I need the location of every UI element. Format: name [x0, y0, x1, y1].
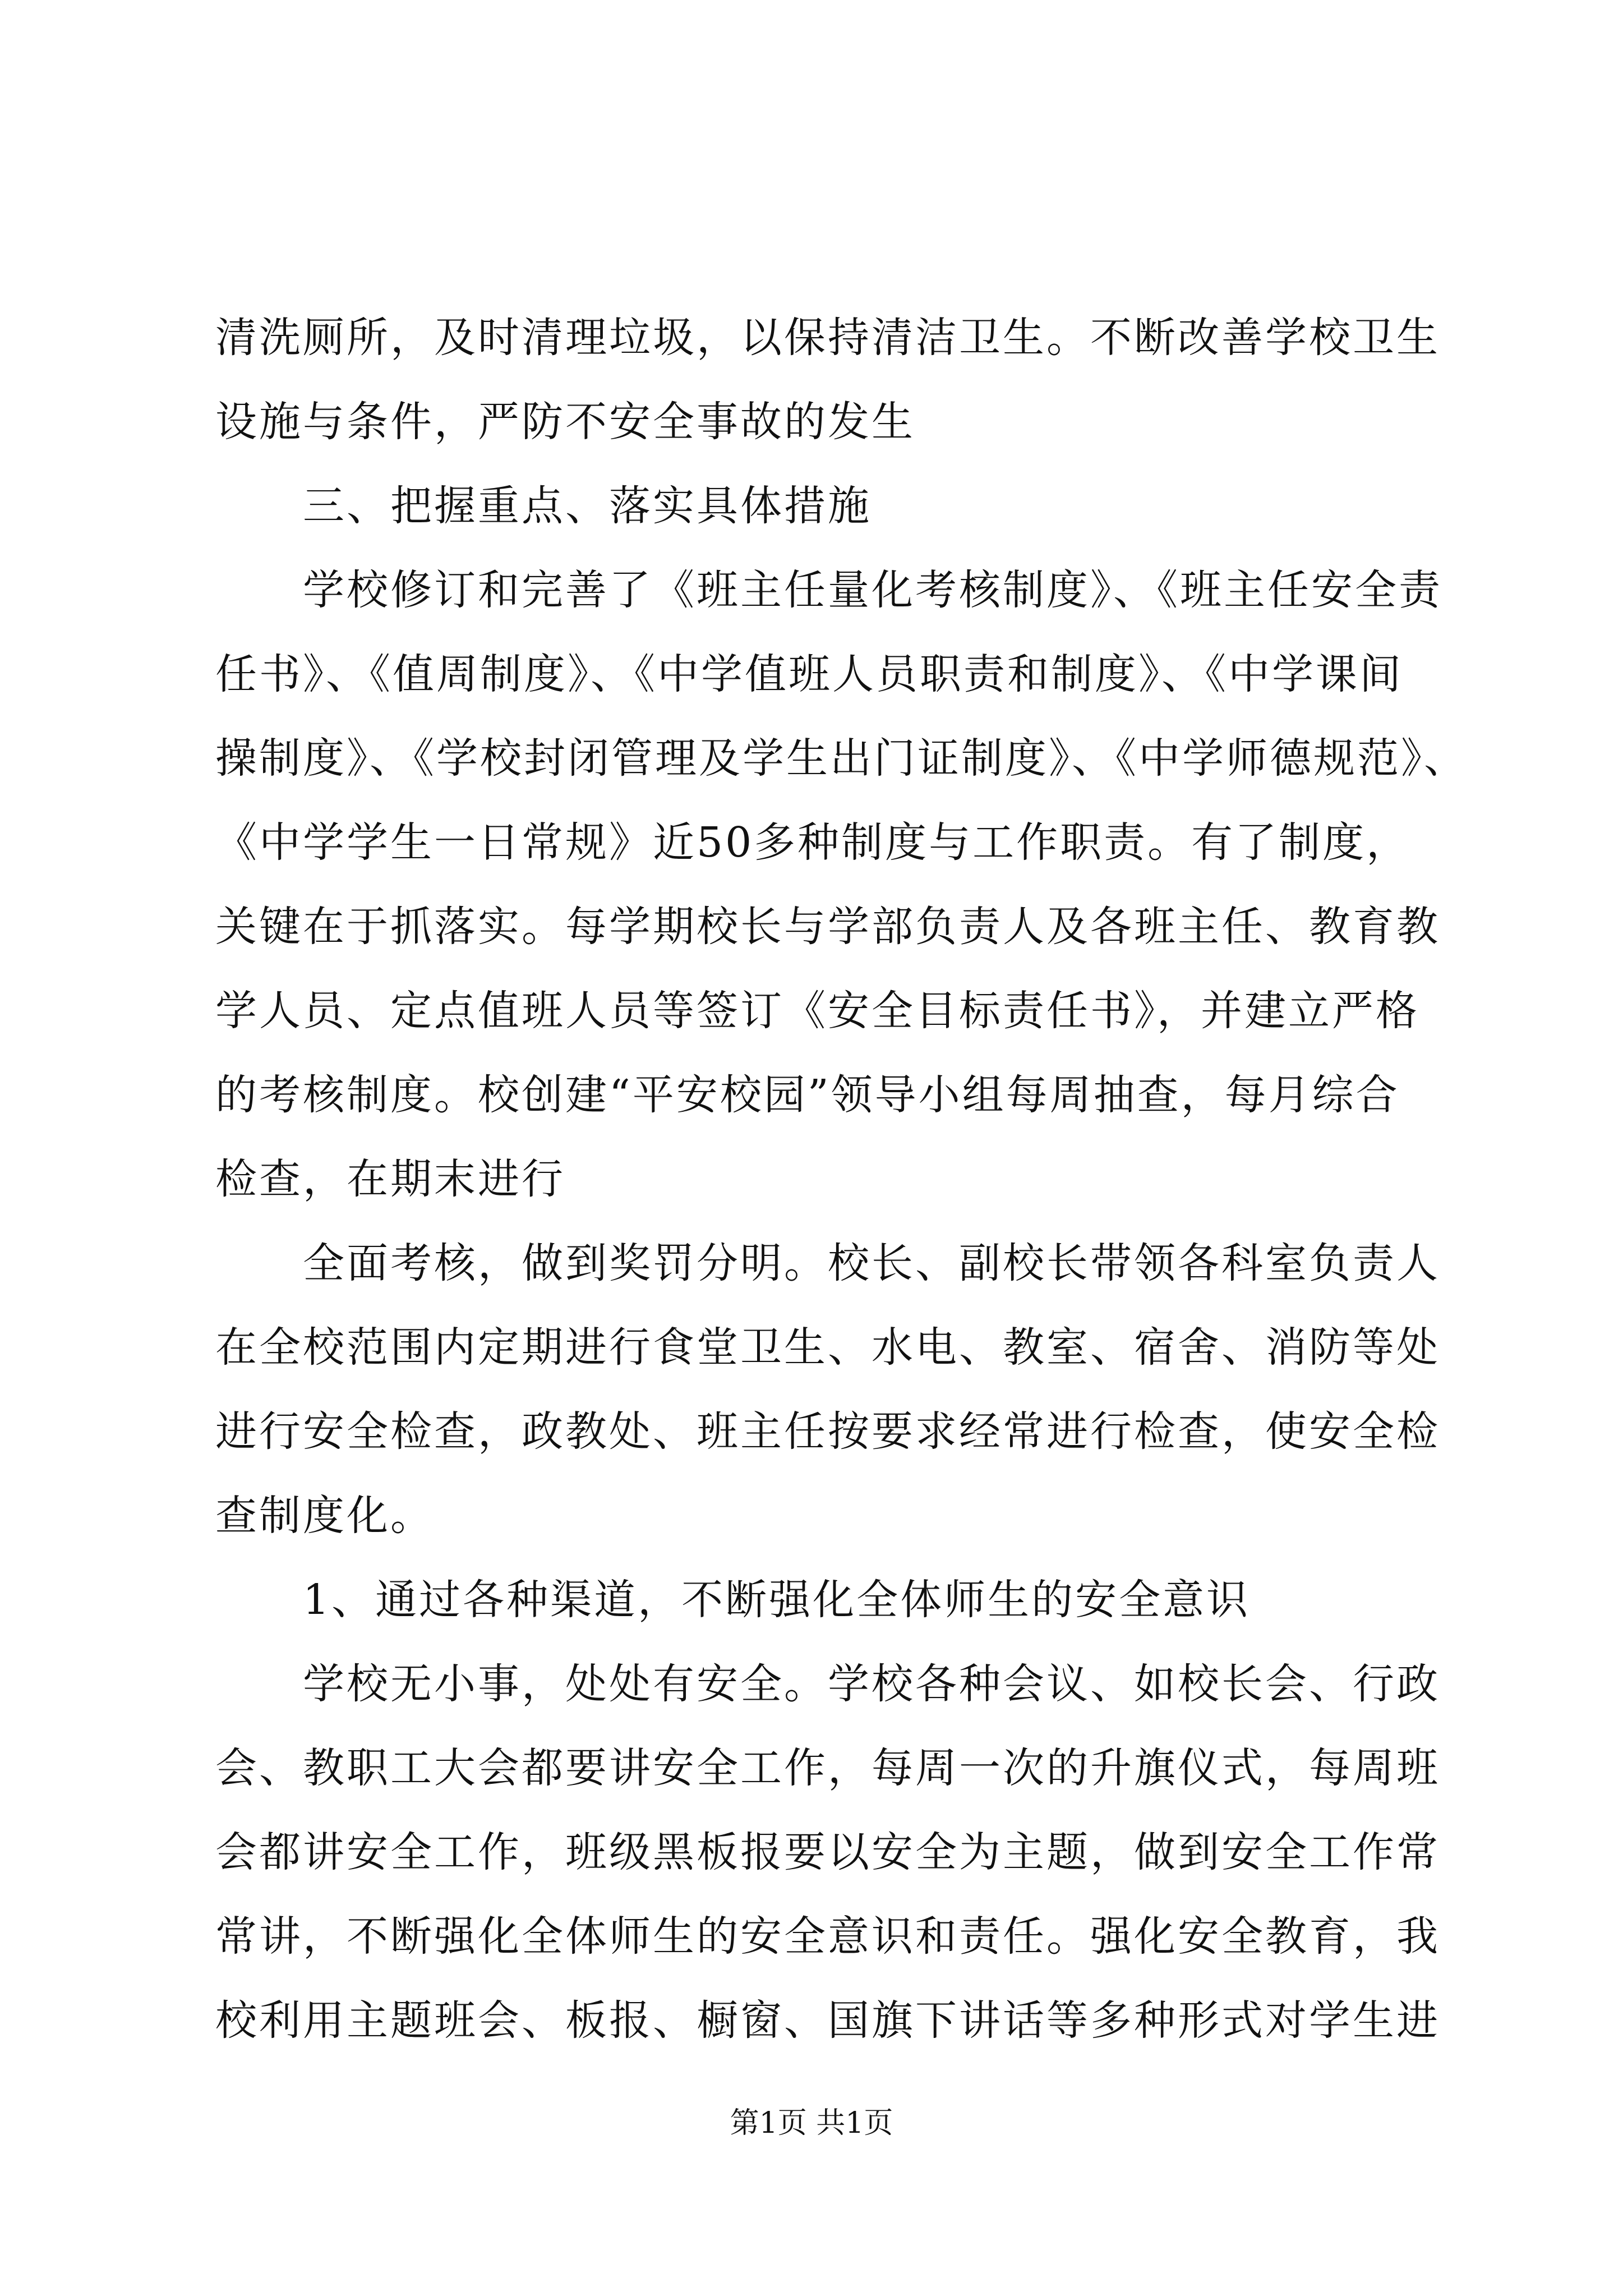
text-line-7: 《中学学生一日常规》近50多种制度与工作职责。有了制度， [215, 818, 1410, 867]
text-line-19: 会都讲安全工作，班级黑板报要以安全为主题，做到安全工作常 [215, 1828, 1440, 1876]
text-line-4: 学校修订和完善了《班主任量化考核制度》、《班主任安全责 [303, 566, 1442, 614]
text-line-1: 清洗厕所，及时清理垃圾，以保持清洁卫生。不断改善学校卫生 [215, 314, 1440, 362]
text-line-11: 检查，在期末进行 [215, 1155, 565, 1203]
text-line-6: 操制度》、《学校封闭管理及学生出门证制度》、《中学师德规范》、 [215, 734, 1468, 783]
text-line-21: 校利用主题班会、板报、橱窗、国旗下讲话等多种形式对学生进 [215, 1996, 1440, 2045]
text-line-17: 学校无小事，处处有安全。学校各种会议、如校长会、行政 [303, 1660, 1440, 1708]
text-line-9: 学人员、定点值班人员等签订《安全目标责任书》，并建立严格 [215, 987, 1419, 1035]
text-line-15: 查制度化。 [215, 1492, 434, 1540]
text-line-18: 会、教职工大会都要讲安全工作，每周一次的升旗仪式，每周班 [215, 1744, 1440, 1792]
text-line-8: 关键在于抓落实。每学期校长与学部负责人及各班主任、教育教 [215, 903, 1440, 951]
text-line-5: 任书》、《值周制度》、《中学值班人员职责和制度》、《中学课间 [215, 650, 1403, 698]
text-line-10: 的考核制度。校创建“平安校园”领导小组每周抽查，每月综合 [215, 1071, 1400, 1119]
text-line-13: 在全校范围内定期进行食堂卫生、水电、教室、宿舍、消防等处 [215, 1323, 1440, 1372]
section-heading: 三、把握重点、落实具体措施 [303, 482, 872, 530]
text-line-20: 常讲，不断强化全体师生的安全意识和责任。强化安全教育，我 [215, 1912, 1440, 1961]
subsection-heading: 1、通过各种渠道，不断强化全体师生的安全意识 [303, 1576, 1251, 1624]
text-line-14: 进行安全检查，政教处、班主任按要求经常进行检查，使安全检 [215, 1407, 1440, 1456]
text-line-12: 全面考核，做到奖罚分明。校长、副校长带领各科室负责人 [303, 1239, 1440, 1287]
text-line-2: 设施与条件，严防不安全事故的发生 [215, 398, 915, 446]
page-footer: 第1页 共1页 [730, 2106, 893, 2140]
